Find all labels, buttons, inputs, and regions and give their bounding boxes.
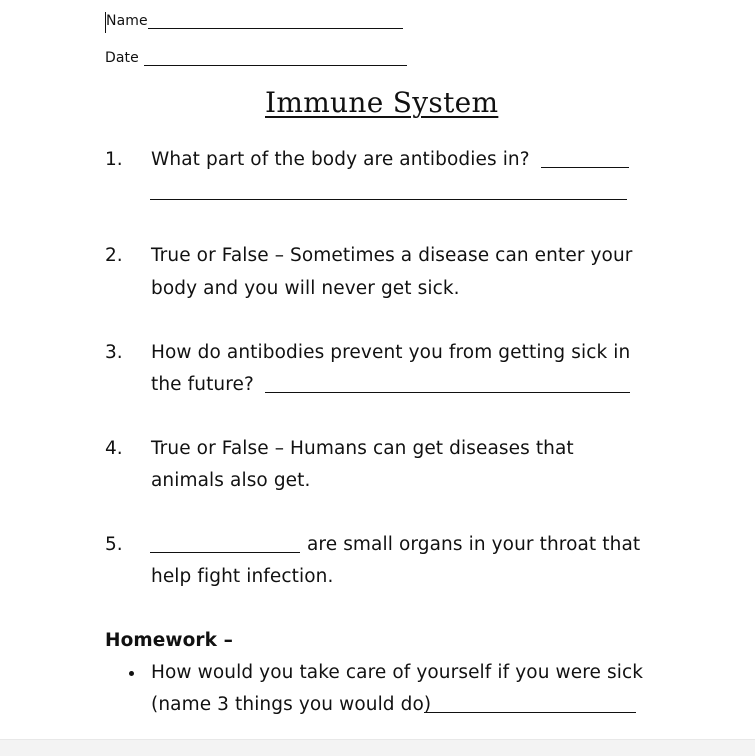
question-number: 1.	[105, 149, 123, 170]
answer-blank-homework[interactable]	[424, 712, 636, 713]
homework-text: How would you take care of yourself if you were sick	[151, 662, 644, 683]
question-text: the future?	[151, 374, 254, 395]
question-text: True or False – Humans can get diseases that	[151, 438, 574, 459]
bullet-icon	[129, 671, 134, 676]
date-label: Date	[105, 50, 139, 66]
page-title: Immune System	[265, 86, 499, 119]
question-text: What part of the body are antibodies in?	[151, 149, 530, 170]
question-text: How do antibodies prevent you from getting sick in	[151, 342, 631, 363]
question-text: animals also get.	[151, 470, 311, 491]
homework-heading: Homework –	[105, 630, 233, 651]
name-field[interactable]	[148, 28, 403, 29]
answer-blank-3[interactable]	[265, 392, 630, 393]
question-number: 4.	[105, 438, 123, 459]
question-number: 5.	[105, 534, 123, 555]
question-text: are small organs in your throat that	[307, 534, 641, 555]
answer-blank-1a[interactable]	[541, 167, 629, 168]
question-text: True or False – Sometimes a disease can enter your	[151, 245, 633, 266]
date-field[interactable]	[144, 65, 407, 66]
question-text: help fight infection.	[151, 566, 334, 587]
homework-text: (name 3 things you would do)	[151, 694, 432, 715]
answer-blank-5[interactable]	[150, 552, 300, 553]
name-label: Name	[106, 13, 148, 29]
answer-blank-1b[interactable]	[150, 199, 627, 200]
question-number: 2.	[105, 245, 123, 266]
question-text: body and you will never get sick.	[151, 278, 460, 299]
question-number: 3.	[105, 342, 123, 363]
